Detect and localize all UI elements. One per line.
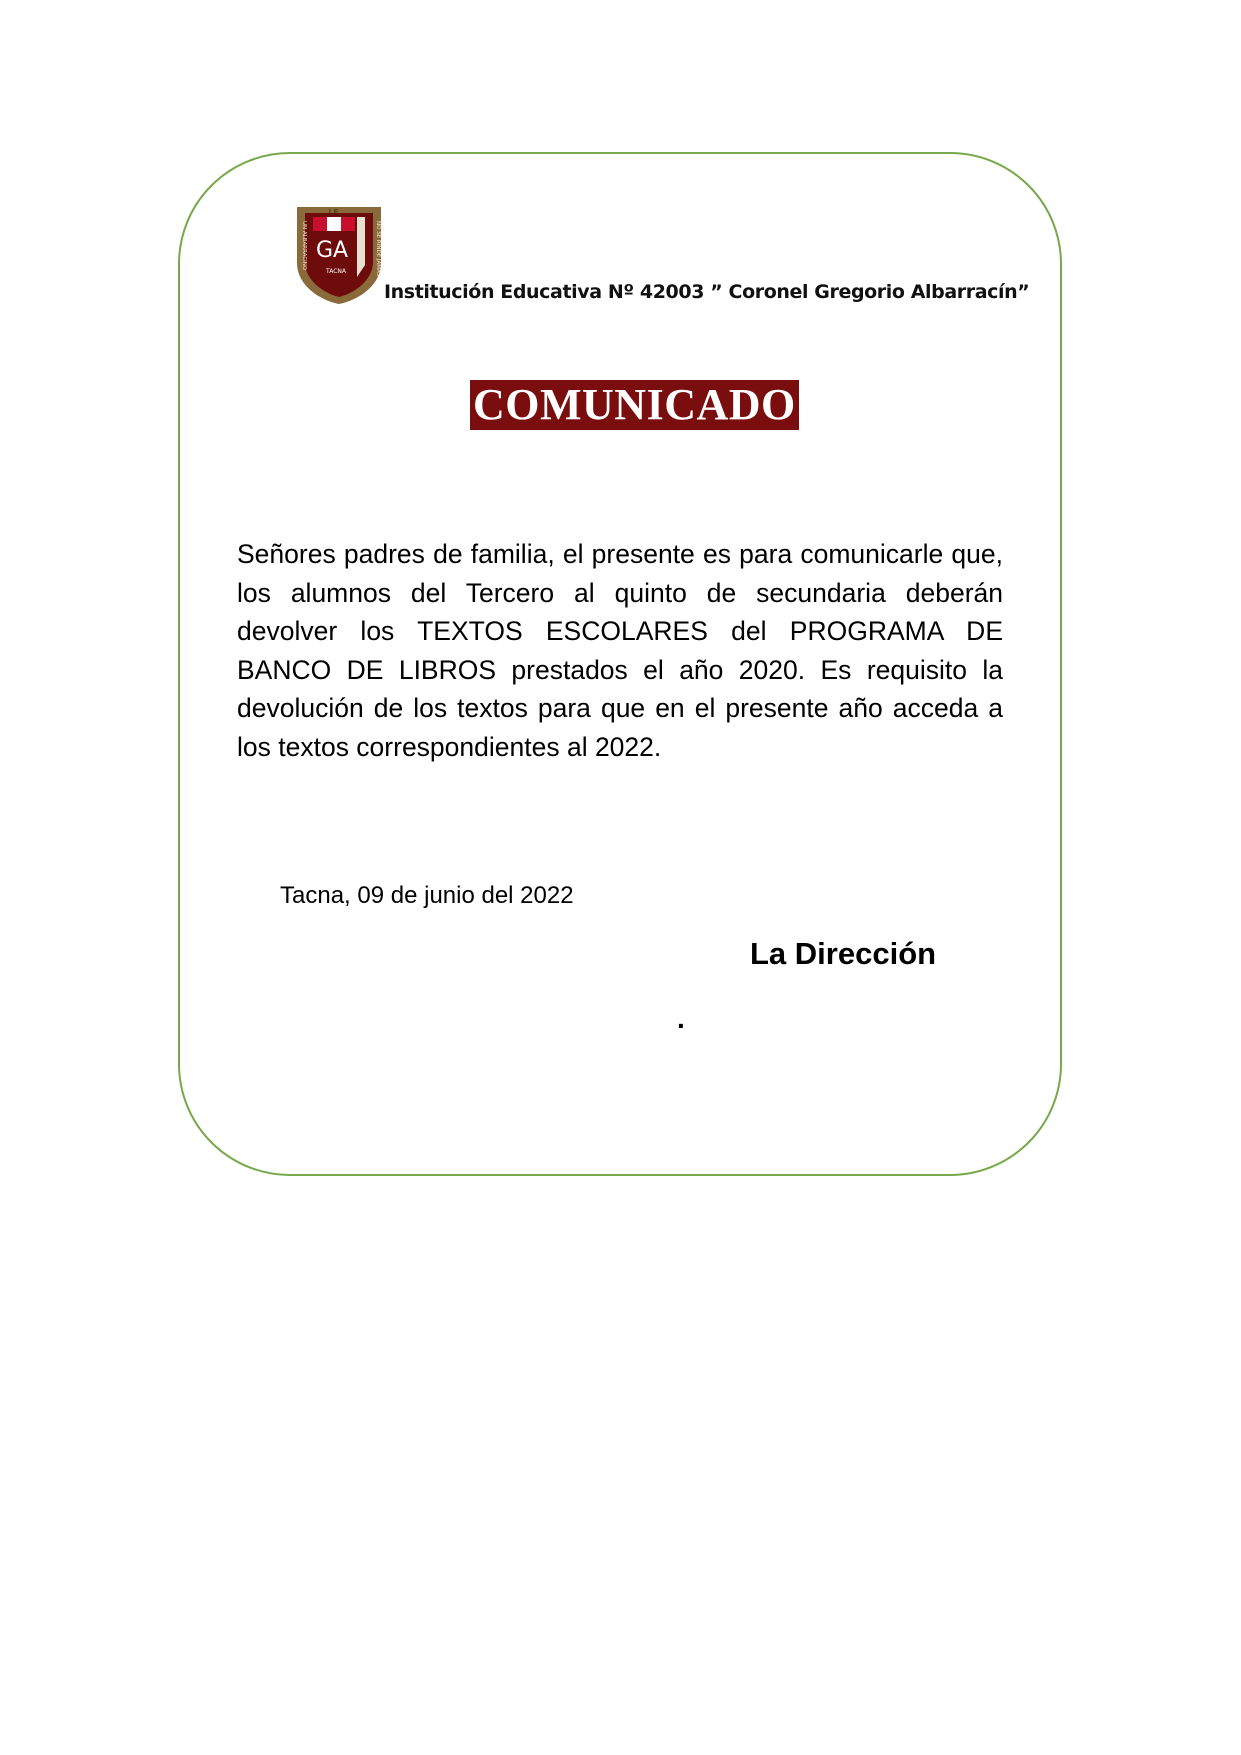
institution-name: Institución Educativa Nº 42003 ” Coronel Gregorio Albarracín” (384, 281, 1030, 303)
logo-top-text: I.E. (328, 208, 342, 217)
logo-initials: GA (315, 238, 349, 263)
trailing-mark: . (677, 1003, 685, 1034)
school-logo-emblem (295, 205, 383, 305)
announcement-body (237, 535, 1003, 767)
date-line: Tacna, 09 de junio del 2022 (280, 882, 574, 909)
logo-city: TACNA (326, 268, 346, 275)
document-title: COMUNICADO (470, 380, 799, 430)
logo-right-motto: NO SE RINDE JAMAS (375, 221, 381, 277)
logo-left-motto: UN ALBARRACINO (301, 221, 307, 271)
signature: La Dirección (750, 936, 937, 971)
announcement-paragraph: Señores padres de familia, el presente es para comunicarle que, los alumnos del Tercero al quinto de secundaria deberán devolver los TEXTOS ESCOLARES del PROGRAMA DE BANCO DE LIBROS prestados el año 2020. Es requisito la devolución de los textos para que en el presente año acceda a los textos correspondientes al 2022. (237, 539, 1003, 762)
